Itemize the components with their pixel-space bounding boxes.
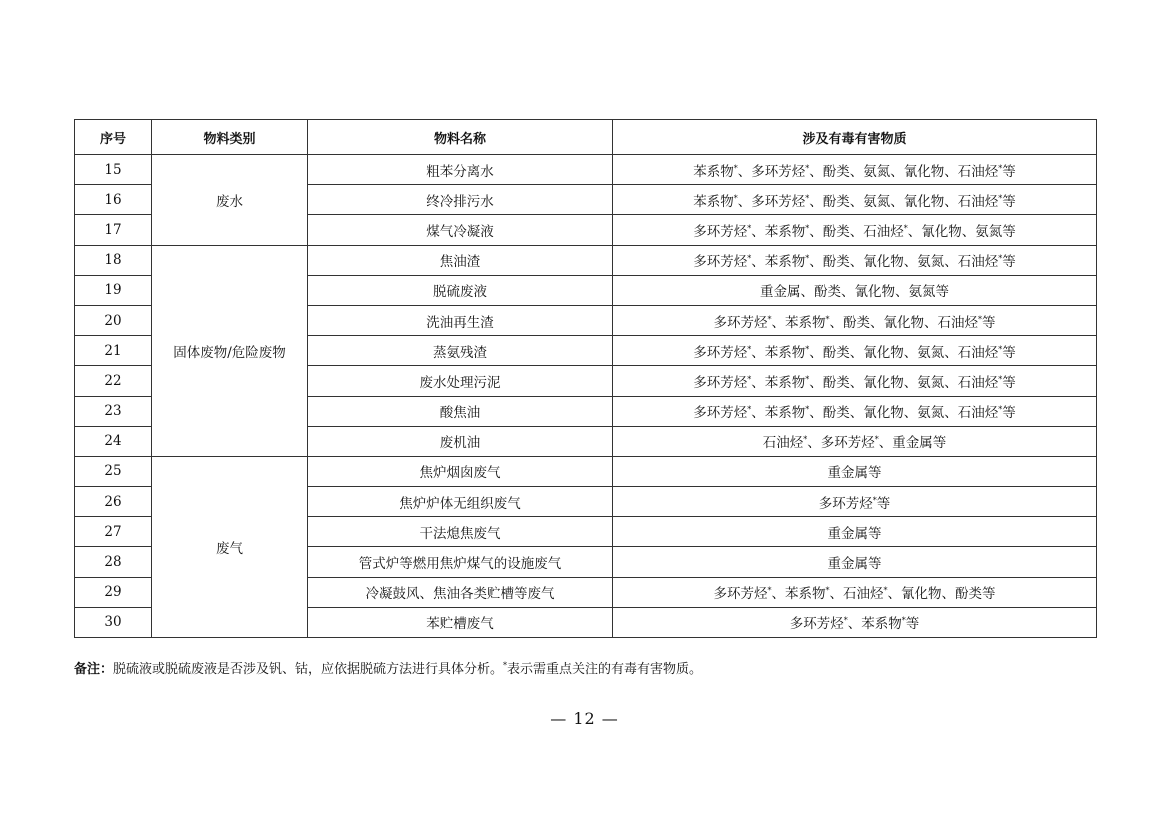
toxic-substances: 多环芳烃*、苯系物*等	[613, 607, 1097, 637]
row-number: 16	[75, 185, 152, 215]
toxic-substances: 多环芳烃*、苯系物*、酚类、氰化物、石油烃*等	[613, 305, 1097, 335]
header-no: 序号	[75, 120, 152, 155]
row-number: 18	[75, 245, 152, 275]
material-category: 固体废物/危险废物	[152, 245, 308, 456]
toxic-substances: 多环芳烃*、苯系物*、酚类、氰化物、氨氮、石油烃*等	[613, 245, 1097, 275]
toxic-substances: 重金属等	[613, 547, 1097, 577]
material-name: 酸焦油	[308, 396, 613, 426]
footnote	[74, 658, 702, 677]
row-number: 29	[75, 577, 152, 607]
toxic-substances: 多环芳烃*、苯系物*、酚类、石油烃*、氰化物、氨氮等	[613, 215, 1097, 245]
material-name: 粗苯分离水	[308, 155, 613, 185]
row-number: 19	[75, 275, 152, 305]
row-number: 22	[75, 366, 152, 396]
row-number: 15	[75, 155, 152, 185]
footnote-text: 脱硫液或脱硫废液是否涉及钒、钴，应依据脱硫方法进行具体分析。*表示需重点关注的有毒有害物质。	[113, 661, 703, 677]
material-name: 废机油	[308, 426, 613, 456]
toxic-substances: 多环芳烃*、苯系物*、酚类、氰化物、氨氮、石油烃*等	[613, 396, 1097, 426]
page-number: — 12 —	[550, 709, 619, 728]
material-name: 干法熄焦废气	[308, 517, 613, 547]
material-name: 冷凝鼓风、焦油各类贮槽等废气	[308, 577, 613, 607]
material-category: 废气	[152, 456, 308, 637]
row-number: 27	[75, 517, 152, 547]
toxic-substances: 多环芳烃*、苯系物*、石油烃*、氰化物、酚类等	[613, 577, 1097, 607]
footnote-label: 备注：	[74, 662, 114, 677]
table-row	[75, 155, 1097, 185]
row-number: 26	[75, 487, 152, 517]
material-name: 管式炉等燃用焦炉煤气的设施废气	[308, 547, 613, 577]
table-row	[75, 245, 1097, 275]
header-substances: 涉及有毒有害物质	[613, 120, 1097, 155]
table-header-row	[75, 120, 1097, 155]
toxic-substances: 苯系物*、多环芳烃*、酚类、氨氮、氰化物、石油烃*等	[613, 185, 1097, 215]
toxic-substances: 多环芳烃*等	[613, 487, 1097, 517]
toxic-substances: 石油烃*、多环芳烃*、重金属等	[613, 426, 1097, 456]
row-number: 17	[75, 215, 152, 245]
header-category: 物料类别	[152, 120, 308, 155]
row-number: 24	[75, 426, 152, 456]
row-number: 21	[75, 336, 152, 366]
row-number: 28	[75, 547, 152, 577]
substance-table	[74, 119, 1097, 638]
material-name: 煤气冷凝液	[308, 215, 613, 245]
material-name: 焦炉炉体无组织废气	[308, 487, 613, 517]
row-number: 23	[75, 396, 152, 426]
row-number: 25	[75, 456, 152, 486]
material-name: 脱硫废液	[308, 275, 613, 305]
toxic-substances: 重金属等	[613, 456, 1097, 486]
toxic-substances: 重金属等	[613, 517, 1097, 547]
toxic-substances: 多环芳烃*、苯系物*、酚类、氰化物、氨氮、石油烃*等	[613, 366, 1097, 396]
toxic-substances: 重金属、酚类、氰化物、氨氮等	[613, 275, 1097, 305]
row-number: 30	[75, 607, 152, 637]
material-name: 废水处理污泥	[308, 366, 613, 396]
material-category: 废水	[152, 155, 308, 246]
material-name: 焦油渣	[308, 245, 613, 275]
material-name: 焦炉烟囱废气	[308, 456, 613, 486]
header-name: 物料名称	[308, 120, 613, 155]
toxic-substances: 多环芳烃*、苯系物*、酚类、氰化物、氨氮、石油烃*等	[613, 336, 1097, 366]
material-name: 洗油再生渣	[308, 305, 613, 335]
material-name: 苯贮槽废气	[308, 607, 613, 637]
toxic-substances: 苯系物*、多环芳烃*、酚类、氨氮、氰化物、石油烃*等	[613, 155, 1097, 185]
table-row	[75, 456, 1097, 486]
material-name: 终冷排污水	[308, 185, 613, 215]
row-number: 20	[75, 305, 152, 335]
material-name: 蒸氨残渣	[308, 336, 613, 366]
